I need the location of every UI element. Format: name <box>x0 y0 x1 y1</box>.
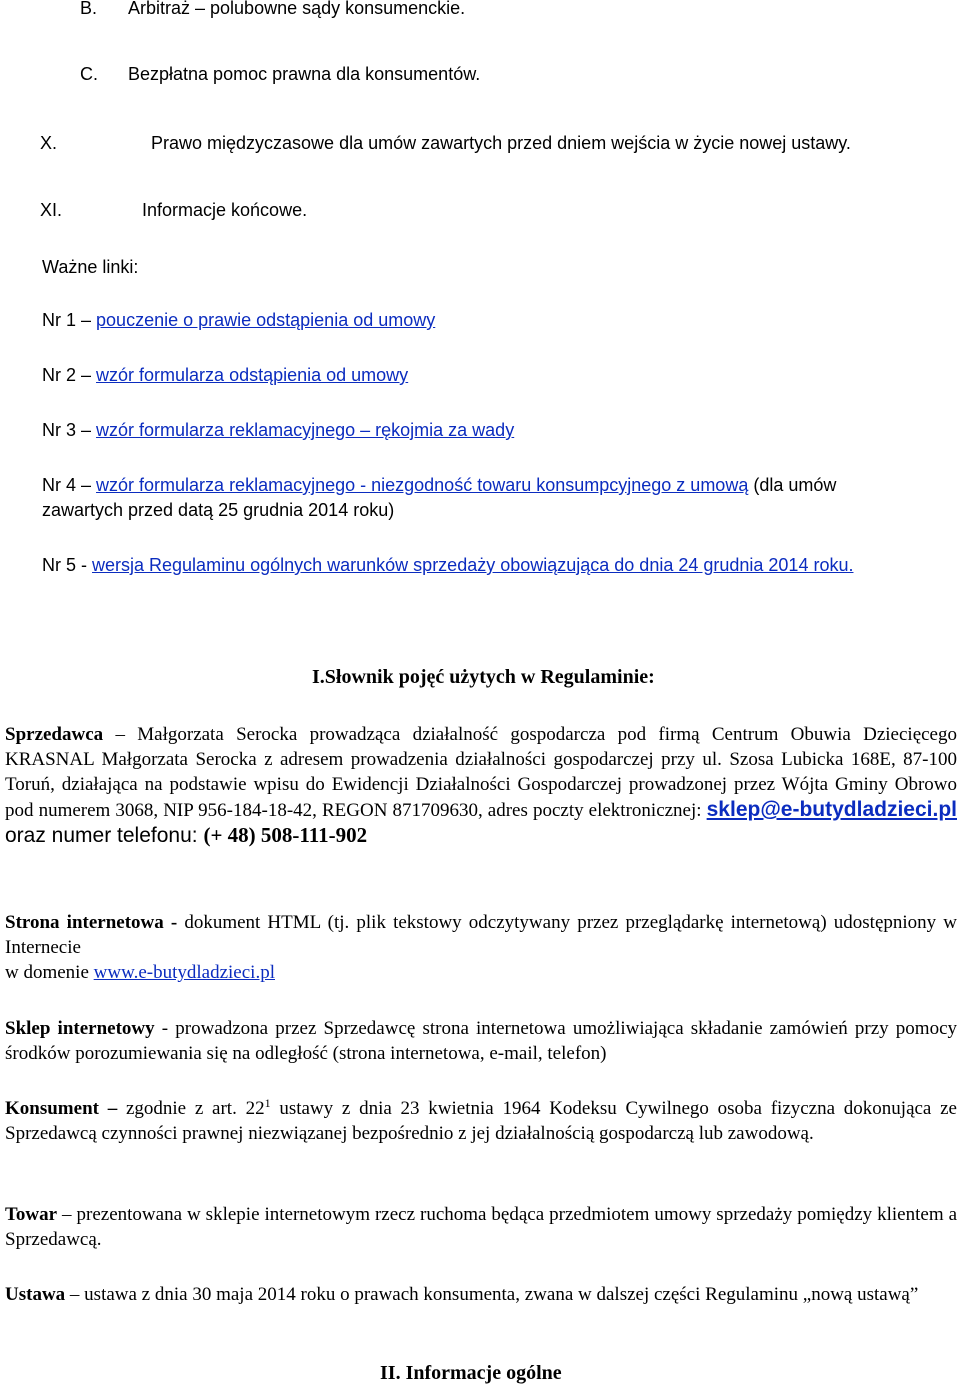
section-1-heading: I.Słownik pojęć użytych w Regulaminie: <box>312 666 655 688</box>
definition-strona <box>5 910 957 985</box>
link-label: Nr 1 – <box>42 310 97 330</box>
definition-ustawa <box>5 1282 957 1307</box>
domain-text: w domenie <box>5 962 94 983</box>
term: Konsument – <box>5 1098 118 1119</box>
link-row-2 <box>42 365 408 386</box>
links-title: Ważne linki: <box>42 257 139 277</box>
link-label: Nr 5 - <box>42 555 93 575</box>
definition-text-cont: ustawy z dnia 23 kwietnia 1964 Kodeksu Cywilnego osoba fizyczna dokonująca ze Sprzedawcą czynności prawnej niezwiązanej bezpośrednio z jej działalnością gospodarczą lub zawodową. <box>5 1098 957 1144</box>
link-row-4 <box>42 475 836 496</box>
toc-item-b <box>80 0 466 19</box>
superscript: 1 <box>264 1096 271 1110</box>
warranty-complaint-form-link[interactable]: wzór formularza reklamacyjnego – rękojmia za wady <box>96 420 515 440</box>
toc-item-xi <box>40 200 308 221</box>
link-label: Nr 2 – <box>42 365 97 385</box>
link-label: Nr 3 – <box>42 420 97 440</box>
term: Sprzedawca <box>5 724 104 745</box>
link-row-1 <box>42 310 435 331</box>
definition-text: dokument HTML (tj. plik tekstowy odczytywany przez przeglądarkę internetową) udostępniony w Internecie <box>5 912 957 958</box>
link-row-3 <box>42 420 514 441</box>
nonconformity-complaint-form-link[interactable]: wzór formularza reklamacyjnego - niezgodność towaru konsumpcyjnego z umową <box>96 475 749 495</box>
phone-number: (+ 48) 508-111-902 <box>203 823 368 847</box>
toc-text: Prawo międzyczasowe dla umów zawartych przed dniem wejścia w życie nowej ustawy. <box>151 133 851 153</box>
email-link[interactable]: sklep@e-butydladzieci.pl <box>706 798 957 821</box>
definition-konsument <box>5 1096 957 1146</box>
link-row-5 <box>42 555 853 576</box>
term: Towar <box>5 1204 58 1225</box>
instructions-withdrawal-link[interactable]: pouczenie o prawie odstąpienia od umowy <box>96 310 436 330</box>
definition-sprzedawca <box>5 722 957 849</box>
definition-text: - prowadzona przez Sprzedawcę strona internetowa umożliwiająca składanie zamówień przy pomocy środków porozumiewania się na odległość (strona internetowa, e-mail, telefon) <box>5 1018 958 1064</box>
definition-text: – prezentowana w sklepie internetowym rzecz ruchoma będąca przedmiotem umowy sprzedaży pomiędzy klientem a Sprzedawcą. <box>5 1204 957 1250</box>
toc-number: X. <box>40 133 58 153</box>
toc-text: Arbitraż – polubowne sądy konsumenckie. <box>128 0 466 18</box>
toc-number: XI. <box>40 200 63 220</box>
toc-text: Informacje końcowe. <box>142 200 308 220</box>
term: Sklep internetowy <box>5 1018 155 1039</box>
withdrawal-form-link[interactable]: wzór formularza odstąpienia od umowy <box>96 365 409 385</box>
section-2-heading: II. Informacje ogólne <box>380 1362 562 1384</box>
link-label: Nr 4 – <box>42 475 97 495</box>
phone-text: oraz numer telefonu: <box>5 824 204 847</box>
term: Ustawa <box>5 1284 66 1305</box>
toc-number: B. <box>80 0 98 18</box>
definition-text: zgodnie z art. 22 <box>117 1098 265 1119</box>
toc-number: C. <box>80 64 98 84</box>
toc-item-c <box>80 64 481 85</box>
toc-item-x <box>40 133 851 154</box>
definition-text: – Małgorzata Serocka prowadząca działalność gospodarcza pod firmą Centrum Obuwia Dziecięcego KRASNAL Małgorzata Serocka z adresem prowadzenia działalności gospodarczej przy ul. Szosa Lubicka 168E, 87-100 Toruń, działająca na podstawie wpisu do Ewidencji Działalności Gospodarczej prowadzonej przez Wójta Gminy Obrowo pod numerem 3068, NIP 956-184-18-42, REGON 871709630, adres poczty elektronicznej: <box>5 724 957 821</box>
link-row-4-cont: zawartych przed datą 25 grudnia 2014 roku) <box>42 500 395 520</box>
definition-sklep <box>5 1016 957 1066</box>
term: Strona internetowa - <box>5 912 178 933</box>
website-link[interactable]: www.e-butydladzieci.pl <box>93 962 275 983</box>
old-regulations-link[interactable]: wersja Regulaminu ogólnych warunków sprzedaży obowiązująca do dnia 24 grudnia 2014 roku. <box>92 555 854 575</box>
link-suffix: (dla umów <box>748 475 837 495</box>
toc-text: Bezpłatna pomoc prawna dla konsumentów. <box>128 64 481 84</box>
definition-text: – ustawa z dnia 30 maja 2014 roku o prawach konsumenta, zwana w dalszej części Regulaminu „nową ustawą” <box>65 1284 919 1305</box>
definition-towar <box>5 1202 957 1252</box>
